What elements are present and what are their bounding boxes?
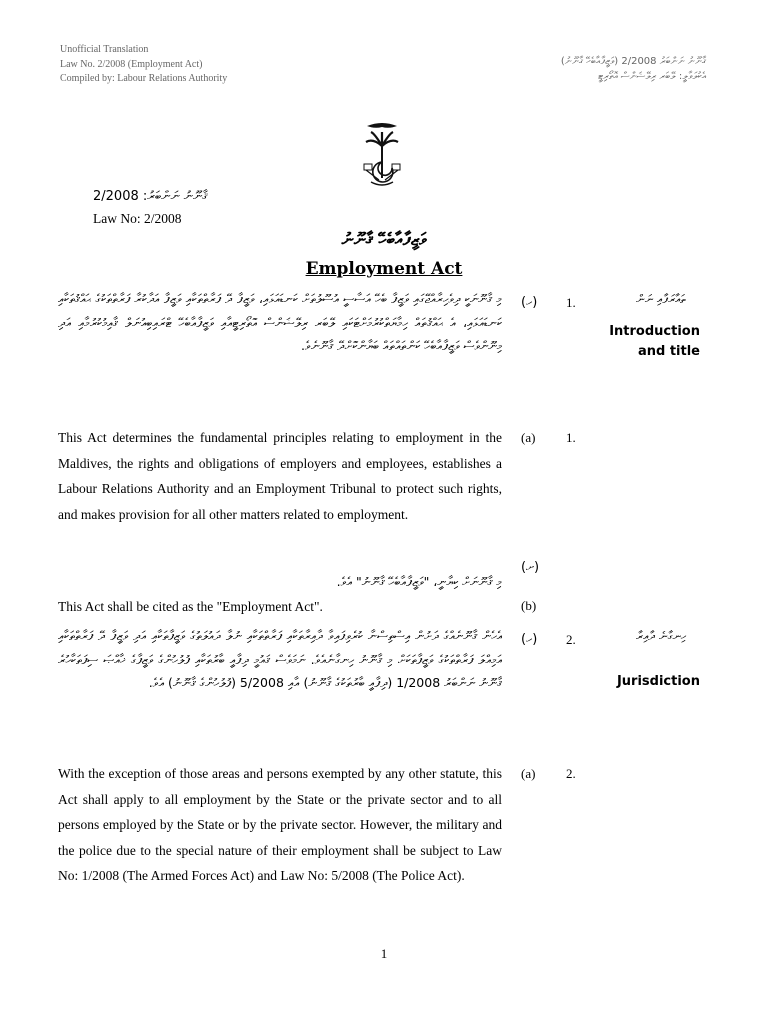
page-number: 1	[380, 946, 388, 961]
section-1-heading-line-2: and title	[637, 344, 700, 359]
section-2-heading	[617, 674, 700, 689]
act-title: Employment Act	[305, 259, 463, 279]
section-1a-text-dv: މި ޤާނޫނަކީ ދިވެހިރާއްޖޭގައި ވަޒީފާ ބެހޭ އަސާސީ އުސޫލުތަށް ކަނޑައަޅައި، ވަޒީފާ ދޭ ފަރާތްތަކާއި ވަޒީފާ އަދާކުރާ ފަރާތްތަކުގެ ޙައްޤުތަކާއި ކަނޑައަޅައި، އެ ޙައްޤުތައް ހިމާޔަތްކުރުމަށްޓަކައި ލޭބަރ ރިލޭޝަންސް އޮތޯރިޓީއާއި ވަޒީފާއާބެހޭ ޓްރައިބިއުނަލް ޤާއިމުކުރުމާއި އަދި މިނޫންވެސް ވަޒީފާއާބެހޭ ކަންތައްތައް ބަޔާންކޮށްދޭ ޤާނޫނެވެ.	[58, 291, 502, 353]
section-1b-marker-dv: (ށ)	[521, 560, 540, 575]
act-title-dv: ވަޒީފާއާބެހޭ ޤާނޫނު	[341, 230, 427, 250]
section-1-number-dv: 1.	[566, 295, 576, 310]
section-2-number-dv: 2.	[566, 632, 576, 647]
section-2-heading-line-1: Jurisdiction	[616, 674, 700, 689]
header-line-compiled: Compiled by: Labour Relations Authority	[60, 73, 228, 84]
section-2-number: 2.	[566, 766, 576, 781]
section-1-heading-line-1: Introduction	[609, 324, 700, 339]
section-2a-text: With the exception of those areas and persons exempted by any other statute, this Act shall apply to all employment by the State or the private sector and to all persons employed by the State or by the private sector. However, the military and the police due to the special nature of their employment shall be subject to Law No: 1/2008 (The Armed Forces Act) and Law No: 5/2008 (The Police Act).	[58, 766, 502, 883]
law-number-dv: ޤާނޫނު ނަންބަރު: 2/2008	[93, 189, 208, 204]
section-1-heading	[609, 322, 700, 362]
section-2a-marker: (a)	[521, 766, 536, 781]
header-left	[60, 43, 227, 87]
section-1b-text: This Act shall be cited as the "Employment Act".	[58, 599, 323, 614]
section-1a-text: This Act determines the fundamental principles relating to employment in the Maldives, the rights and obligations of employers and employees, establishes a Labour Relations Authority and an Employment Tribunal to protect such rights, and makes provision for all other matters related to employment.	[58, 430, 502, 522]
section-2-heading-dv: ހިނގާނެ ދާއިރާ	[635, 629, 686, 643]
section-1-heading-dv: ތައާރަފާއި ނަން	[636, 292, 686, 306]
law-number: Law No: 2/2008	[93, 211, 182, 226]
header-right-line-2: އެކުލަވާލީ: ލޭބަރ ރިލޭޝަންސް އޮތޯރިޓީ	[598, 70, 706, 82]
header-right	[561, 55, 706, 84]
header-line-translation: Unofficial Translation	[60, 44, 149, 55]
section-2a-marker-dv: (ހ)	[521, 632, 538, 647]
section-1b-marker: (b)	[521, 598, 537, 613]
state-emblem	[359, 118, 405, 190]
header-right-line-1: ޤާނޫނު ނަންބަރު 2/2008 (ވަޒީފާއާބެހޭ ޤާނޫނު)	[560, 56, 706, 67]
section-1b-text-dv: މި ޤާނޫނަށް ކިޔާނީ، "ވަޒީފާއާބެހޭ ޤާނޫނު" އެވެ.	[336, 574, 502, 589]
section-2a-text-dv: އެހެން ޤާނޫނެއްގެ ދަށުން އިސްތިސްނާ ކުރެވިފައިވާ ދާއިރާތަކާއި ފަރާތްތަކާއި ނުލާ ދައުލަތުގެ ވަޒީފާތަކާއި އަދި ވަޒީފާ ދޭ ފަރާތްތަކާއި އަމިއްލަ ފަރާތްތަކުގެ ވަޒީފާތަކަށް މި ޤާނޫނު ހިނގާނެއެވެ. ނަމަވެސް ޤައުމީ ދިފާއީ ބާރުތަކާއި ފުލުހުންގެ ވަޒީފާގެ ޚާއްޞަ ސިފަތަކާހުރެ ޤާނޫނު ނަންބަރު 1/2008 (ދިފާއީ ބާރުތަކުގެ ޤާނޫނު) އާއި 5/2008 (ފުލުހުންގެ ޤާނޫނު) އެވެ.	[58, 628, 502, 690]
section-1-number: 1.	[566, 430, 576, 445]
section-1a-marker-dv: (ހ)	[521, 295, 538, 310]
header-line-law: Law No. 2/2008 (Employment Act)	[60, 58, 203, 70]
section-1a-marker: (a)	[521, 430, 536, 445]
